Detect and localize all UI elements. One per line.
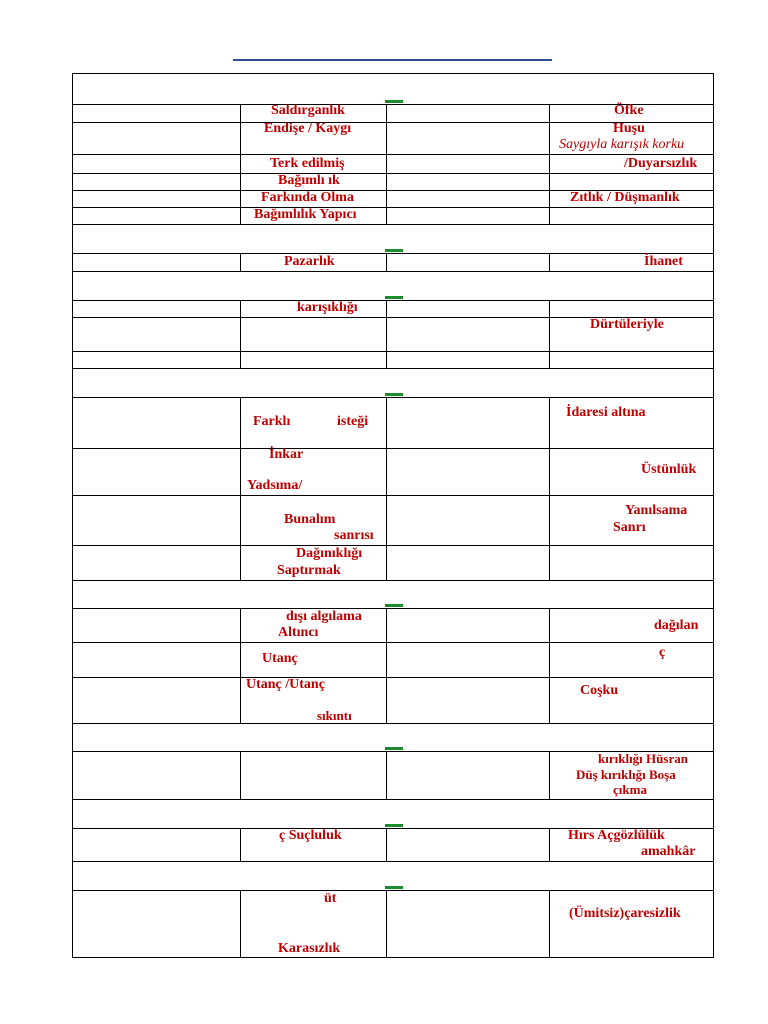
cell-farkli: Farklı	[253, 414, 291, 429]
cell-idaresi: İdaresi altına	[566, 405, 646, 420]
cell-ofke: Öfke	[614, 103, 644, 118]
col-divider	[549, 890, 550, 958]
col-divider	[549, 104, 550, 224]
cell-terk: Terk edilmiş	[270, 156, 345, 171]
cell-disi-algilama: dışı algılama	[286, 609, 362, 624]
col-divider	[240, 608, 241, 723]
row-divider	[73, 207, 713, 208]
cell-dagilan: dağılan	[654, 618, 699, 633]
cell-sanri: Sanrı	[613, 520, 646, 535]
cell-karisikligi: karışıklığı	[297, 300, 358, 315]
col-divider	[549, 253, 550, 271]
section-marker	[385, 100, 403, 103]
col-divider	[240, 300, 241, 368]
row-divider	[73, 154, 713, 155]
section-marker	[385, 393, 403, 396]
row-divider	[73, 397, 713, 398]
title-underline	[233, 59, 552, 61]
cell-farkinda: Farkında Olma	[261, 190, 354, 205]
row-divider	[73, 723, 713, 724]
col-divider	[386, 397, 387, 580]
cell-sanrisi: sanrısı	[334, 528, 374, 543]
col-divider	[549, 397, 550, 580]
cell-ut: üt	[324, 891, 337, 906]
cell-istegi: isteği	[337, 414, 369, 429]
row-divider	[73, 448, 713, 449]
cell-kirikligi-husran: kırıklığı Hüsran	[598, 751, 688, 766]
row-divider	[73, 642, 713, 643]
row-divider	[73, 300, 713, 301]
col-divider	[549, 751, 550, 799]
row-divider	[73, 890, 713, 891]
row-divider	[73, 271, 713, 272]
col-divider	[549, 300, 550, 368]
cell-saldirganlik: Saldırganlık	[271, 103, 345, 118]
section-marker	[385, 747, 403, 750]
col-divider	[386, 608, 387, 723]
col-divider	[549, 608, 550, 723]
row-divider	[73, 677, 713, 678]
cell-durtuleriyle: Dürtüleriyle	[590, 317, 664, 332]
col-divider	[386, 751, 387, 799]
cell-daginikligi: Dağınıklığı	[296, 546, 363, 561]
section-marker	[385, 296, 403, 299]
cell-hirs: Hırs Açgözlülük	[568, 828, 665, 843]
cell-cikma: çıkma	[613, 782, 647, 797]
cell-cosku: Coşku	[580, 683, 619, 698]
col-divider	[386, 104, 387, 224]
section-marker	[385, 824, 403, 827]
cell-bunalim: Bunalım	[284, 512, 336, 527]
col-divider	[240, 104, 241, 224]
row-divider	[73, 368, 713, 369]
col-divider	[549, 828, 550, 861]
cell-sikinti: sıkıntı	[317, 708, 352, 723]
cell-duyarsizlik: /Duyarsızlık	[624, 156, 698, 171]
cell-saptirmak: Saptırmak	[277, 563, 341, 578]
cell-karasizlik: Karasızlık	[278, 941, 341, 956]
cell-saygiyla: Saygıyla karışık korku	[559, 137, 685, 152]
cell-c: ç	[659, 645, 666, 660]
cell-pazarlik: Pazarlık	[284, 254, 335, 269]
cell-ustunluk: Üstünlük	[641, 462, 697, 477]
cell-inkar: İnkar	[269, 447, 304, 462]
col-divider	[240, 751, 241, 799]
col-divider	[386, 828, 387, 861]
cell-ihanet: İhanet	[644, 254, 683, 269]
row-divider	[73, 608, 713, 609]
cell-zitlik: Zıtlık / Düşmanlık	[570, 190, 680, 205]
cell-yadsima: Yadsıma/	[247, 478, 303, 493]
col-divider	[386, 300, 387, 368]
cell-amahkar: amahkâr	[641, 844, 696, 859]
col-divider	[240, 397, 241, 580]
row-divider	[73, 253, 713, 254]
cell-husu: Huşu	[613, 121, 645, 136]
cell-bagimlilik: Bağımlılık Yapıcı	[254, 207, 357, 222]
cell-utanc: Utanç	[262, 651, 298, 666]
cell-bagimli: Bağımlı ık	[278, 173, 340, 188]
section-marker	[385, 604, 403, 607]
section-marker	[385, 886, 403, 889]
cell-altinci: Altıncı	[278, 625, 319, 640]
col-divider	[386, 890, 387, 958]
row-divider	[73, 861, 713, 862]
col-divider	[240, 253, 241, 271]
row-divider	[73, 224, 713, 225]
row-divider	[73, 173, 713, 174]
row-divider	[73, 799, 713, 800]
cell-endise: Endişe / Kaygı	[264, 121, 352, 136]
row-divider	[73, 545, 713, 546]
row-divider	[73, 351, 713, 352]
section-marker	[385, 249, 403, 252]
cell-utanc-utanc: Utanç /Utanç	[246, 677, 325, 692]
col-divider	[386, 253, 387, 271]
cell-sucluluk: ç Suçluluk	[279, 828, 342, 843]
cell-umitsiz: (Ümitsiz)çaresizlik	[569, 906, 681, 921]
cell-yanilsama: Yanılsama	[625, 503, 688, 518]
row-divider	[73, 580, 713, 581]
col-divider	[240, 890, 241, 958]
col-divider	[240, 828, 241, 861]
cell-dus-kirikligi: Düş kırıklığı Boşa	[576, 767, 676, 782]
row-divider	[73, 495, 713, 496]
